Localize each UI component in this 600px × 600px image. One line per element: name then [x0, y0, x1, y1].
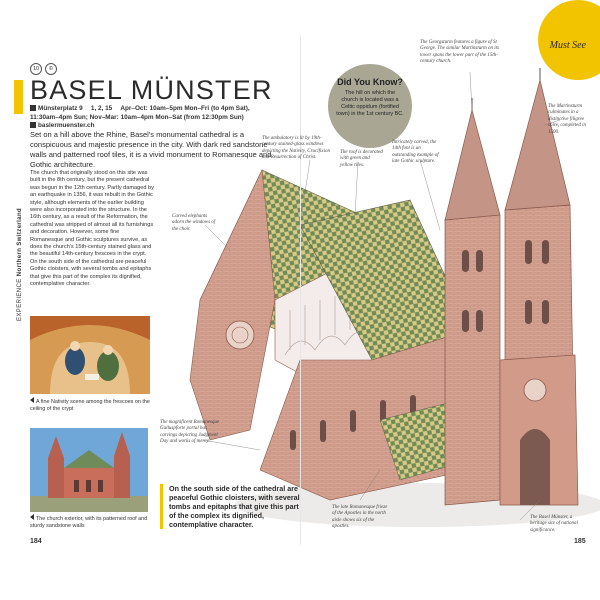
- caption-pointer-icon: [30, 514, 34, 520]
- side-tab-text: [17, 125, 23, 321]
- attraction-number-badges: [30, 63, 57, 75]
- attraction-badge: ©: [45, 63, 57, 75]
- annotation-apostles: The late Romanesque frieze of the Apostles in the north aisle shows six of the apostles.: [332, 505, 388, 530]
- intro-paragraph: Set on a hill above the Rhine, Basel's monumental cathedral is a conspicuous and majestic presence in the city. With dark red sandstone walls and patterned roof tiles, it is a vivid monument to Romanesque and Gothic architecture.: [30, 130, 272, 169]
- did-you-know-box: [328, 64, 412, 148]
- nativity-fresco-photo: [30, 316, 150, 394]
- page-title: BASEL MÜNSTER: [30, 75, 273, 105]
- must-see-tab: [520, 0, 600, 80]
- annotation-roof: The roof is decorated with green and yellow tiles.: [340, 150, 383, 168]
- side-tab-bar: [14, 80, 23, 114]
- side-tab-section: EXPERIENCE: [17, 278, 23, 321]
- pull-quote: On the south side of the cathedral are peaceful Gothic cloisters, with several tombs and epitaphs that give this part of the complex its dignified, contemplative character.: [160, 484, 304, 529]
- annotation-st-george: The Georgsturm features a figure of St George. The similar Martinsturm on its tower spans the lower part of the 15th-century church.: [420, 40, 499, 65]
- did-you-know-text: The hill on which the church is located was a Celtic oppidum (fortified town) in the 1st century BC.: [336, 90, 404, 117]
- page-number-left: 184: [30, 538, 42, 545]
- did-you-know-heading: Did You Know?: [337, 77, 403, 87]
- body-text: The church that originally stood on this site was built in the 8th century, but the present cathedral was begun in the 12th century. Partly damaged by an earthquake in 1356, it was rebuilt in the Gothic style, although elements of the earlier building were also incorporated into the structure. In the 16th century, as a result of the Reformation, the cathedral was stripped of almost all its furnishings and decoration. However, some fine Romanesque and Gothic sculptures survive, as does the church's 15th-century stained glass and the beautiful 14th-century frescoes in the crypt. On the south side of the cathedral are peaceful Gothic cloisters, with several tombs and epitaphs that give this part of the complex its dignified, contemplative character.: [30, 170, 154, 288]
- photo1-caption: A fine Nativity scene among the frescoes on the ceiling of the crypt: [30, 399, 150, 412]
- annotation-font: Intricately carved, the 14th font is an outstanding example of late Gothic sculpture.: [392, 140, 439, 165]
- info-hours-2: 11:30am–4pm Sun; Nov–Mar: 10am–4pm Mon–Sat (from 12:30pm Sun): [30, 113, 244, 121]
- info-line-1: [30, 105, 275, 114]
- location-icon: [30, 105, 36, 111]
- info-hours-1: Münsterplatz 9 1, 2, 15 Apr–Oct: 10am–5pm Mon–Fri (to 4pm Sat),: [38, 105, 250, 112]
- website-link[interactable]: baslermuenster.ch: [38, 122, 95, 130]
- photo2-caption: The church exterior, with its patterned roof and sturdy sandstone walls: [30, 516, 148, 529]
- visitor-info: [30, 105, 275, 131]
- attraction-number: 10: [30, 63, 42, 75]
- annotation-galluspforte: The magnificent Romanesque Galluspforte portal has carvings depicting Judgment Day and works of mercy.: [160, 420, 220, 445]
- must-see-label: Must See: [549, 40, 586, 51]
- page-number-right: 185: [574, 538, 586, 545]
- exterior-photo: [30, 428, 148, 512]
- caption-pointer-icon: [30, 397, 34, 403]
- annotation-martinsturm: The Martinsturm culminates in a distinctive filigree spire, completed in 1500.: [548, 104, 587, 135]
- annotation-windows: The ambulatory is lit by 19th-century stained-glass windows depicting the Nativity, Crucifixion and Resurrection of Christ.: [262, 136, 331, 161]
- side-tab-region: Northern Switzerland: [17, 207, 23, 277]
- side-tab: [14, 80, 24, 321]
- annotation-heritage: The Basel Münster, a heritage site of national significance.: [530, 515, 578, 533]
- info-line-2: [30, 114, 275, 123]
- web-icon: [30, 122, 36, 128]
- page-gutter: [300, 35, 301, 545]
- annotation-elephants: Carved elephants adorn the windows of the choir.: [172, 214, 216, 232]
